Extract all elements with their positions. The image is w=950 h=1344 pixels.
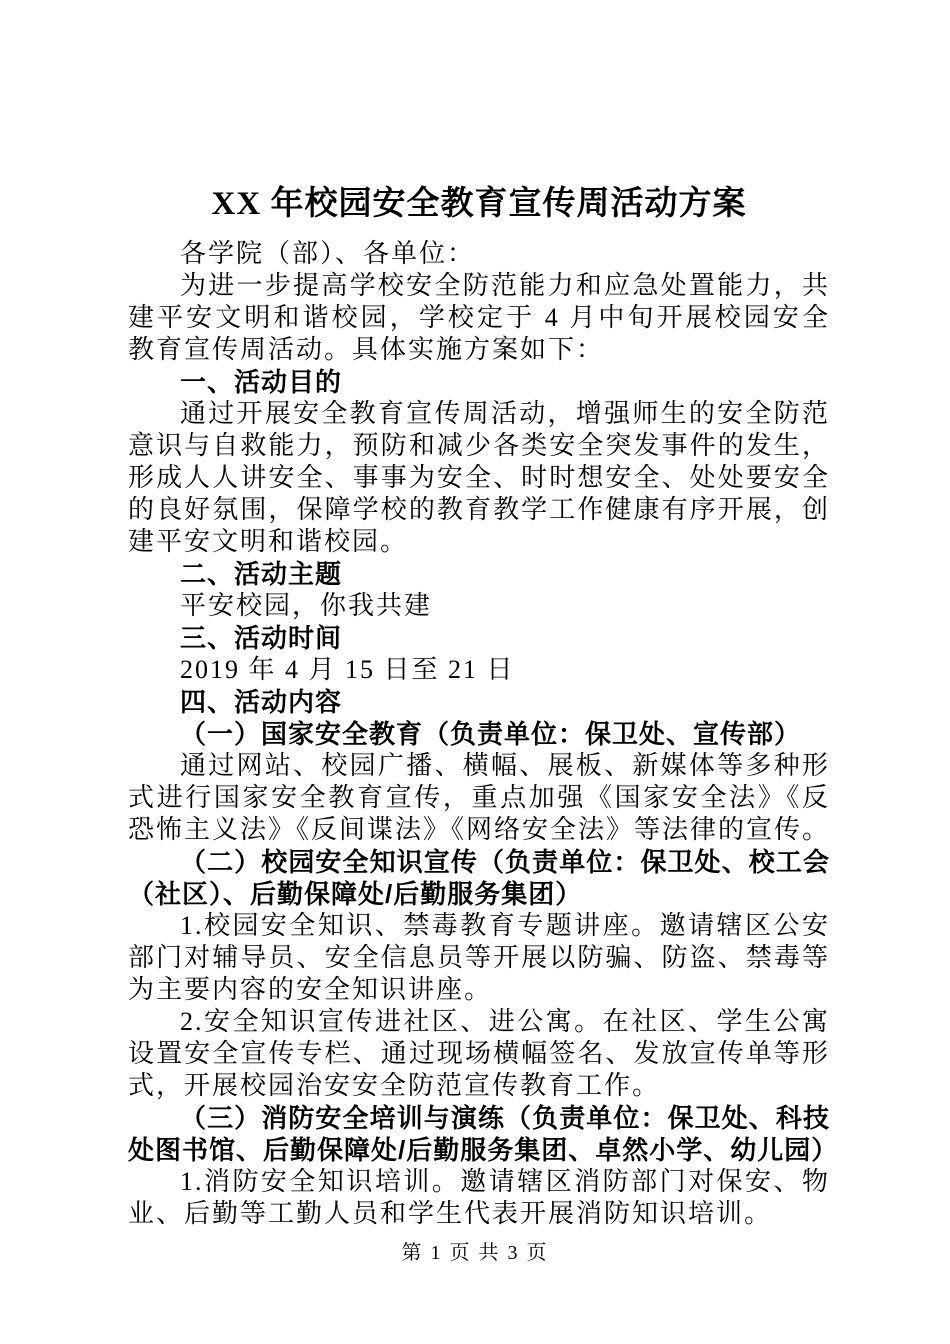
paragraph-section-3-item-1: 1.消防安全知识培训。邀请辖区消防部门对保安、物业、后勤等工勤人员和学生代表开展消防知识培训。: [128, 1167, 830, 1228]
paragraph-intro: 为进一步提高学校安全防范能力和应急处置能力，共建平安文明和谐校园，学校定于 4 月中旬开展校园安全教育宣传周活动。具体实施方案如下：: [128, 271, 830, 364]
paragraph-activity-time: 2019 年 4 月 15 日至 21 日: [180, 655, 515, 684]
paragraph-section-2-item-1: 1.校园安全知识、禁毒教育专题讲座。邀请辖区公安部门对辅导员、安全信息员等开展以防骗、防盗、禁毒等为主要内容的安全知识讲座。: [128, 911, 830, 1004]
heading-activity-time: 三、活动时间: [180, 623, 343, 653]
heading-section-2-campus-safety: （二）校园安全知识宣传（负责单位：保卫处、校工会（社区）、后勤保障处/后勤服务集团）: [128, 847, 830, 909]
heading-section-1-national-security: （一）国家安全教育（负责单位：保卫处、宣传部）: [180, 719, 802, 749]
paragraph-section-1-detail: 通过网站、校园广播、横幅、展板、新媒体等多种形式进行国家安全教育宣传，重点加强《国家安全法》《反恐怖主义法》《反间谍法》《网络安全法》等法律的宣传。: [128, 751, 831, 844]
paragraph-activity-purpose: 通过开展安全教育宣传周活动，增强师生的安全防范意识与自救能力，预防和减少各类安全突发事件的发生，形成人人讲安全、事事为安全、时时想安全、处处要安全的良好氛围，保障学校的教育教学工作健康有序开展，创建平安文明和谐校园。: [128, 399, 830, 556]
paragraph-activity-theme: 平安校园，你我共建: [180, 591, 433, 620]
heading-activity-purpose: 一、活动目的: [180, 367, 343, 397]
heading-activity-theme: 二、活动主题: [180, 559, 343, 589]
heading-section-3-fire-safety: （三）消防安全培训与演练（负责单位：保卫处、科技处图书馆、后勤保障处/后勤服务集团、卓然小学、幼儿园）: [128, 1103, 839, 1165]
paragraph-section-2-item-2: 2.安全知识宣传进社区、进公寓。在社区、学生公寓设置安全宣传专栏、通过现场横幅签名、发放宣传单等形式，开展校园治安安全防范宣传教育工作。: [128, 1007, 830, 1100]
paragraph-salutation: 各学院（部）、各单位：: [180, 239, 476, 268]
document-title: XX 年校园安全教育宣传周活动方案: [211, 186, 747, 222]
heading-activity-content: 四、活动内容: [180, 687, 343, 717]
document-content: [128, 183, 839, 1230]
page-footer: [0, 1240, 950, 1266]
page-number-label: 第 1 页 共 3 页: [401, 1242, 549, 1264]
